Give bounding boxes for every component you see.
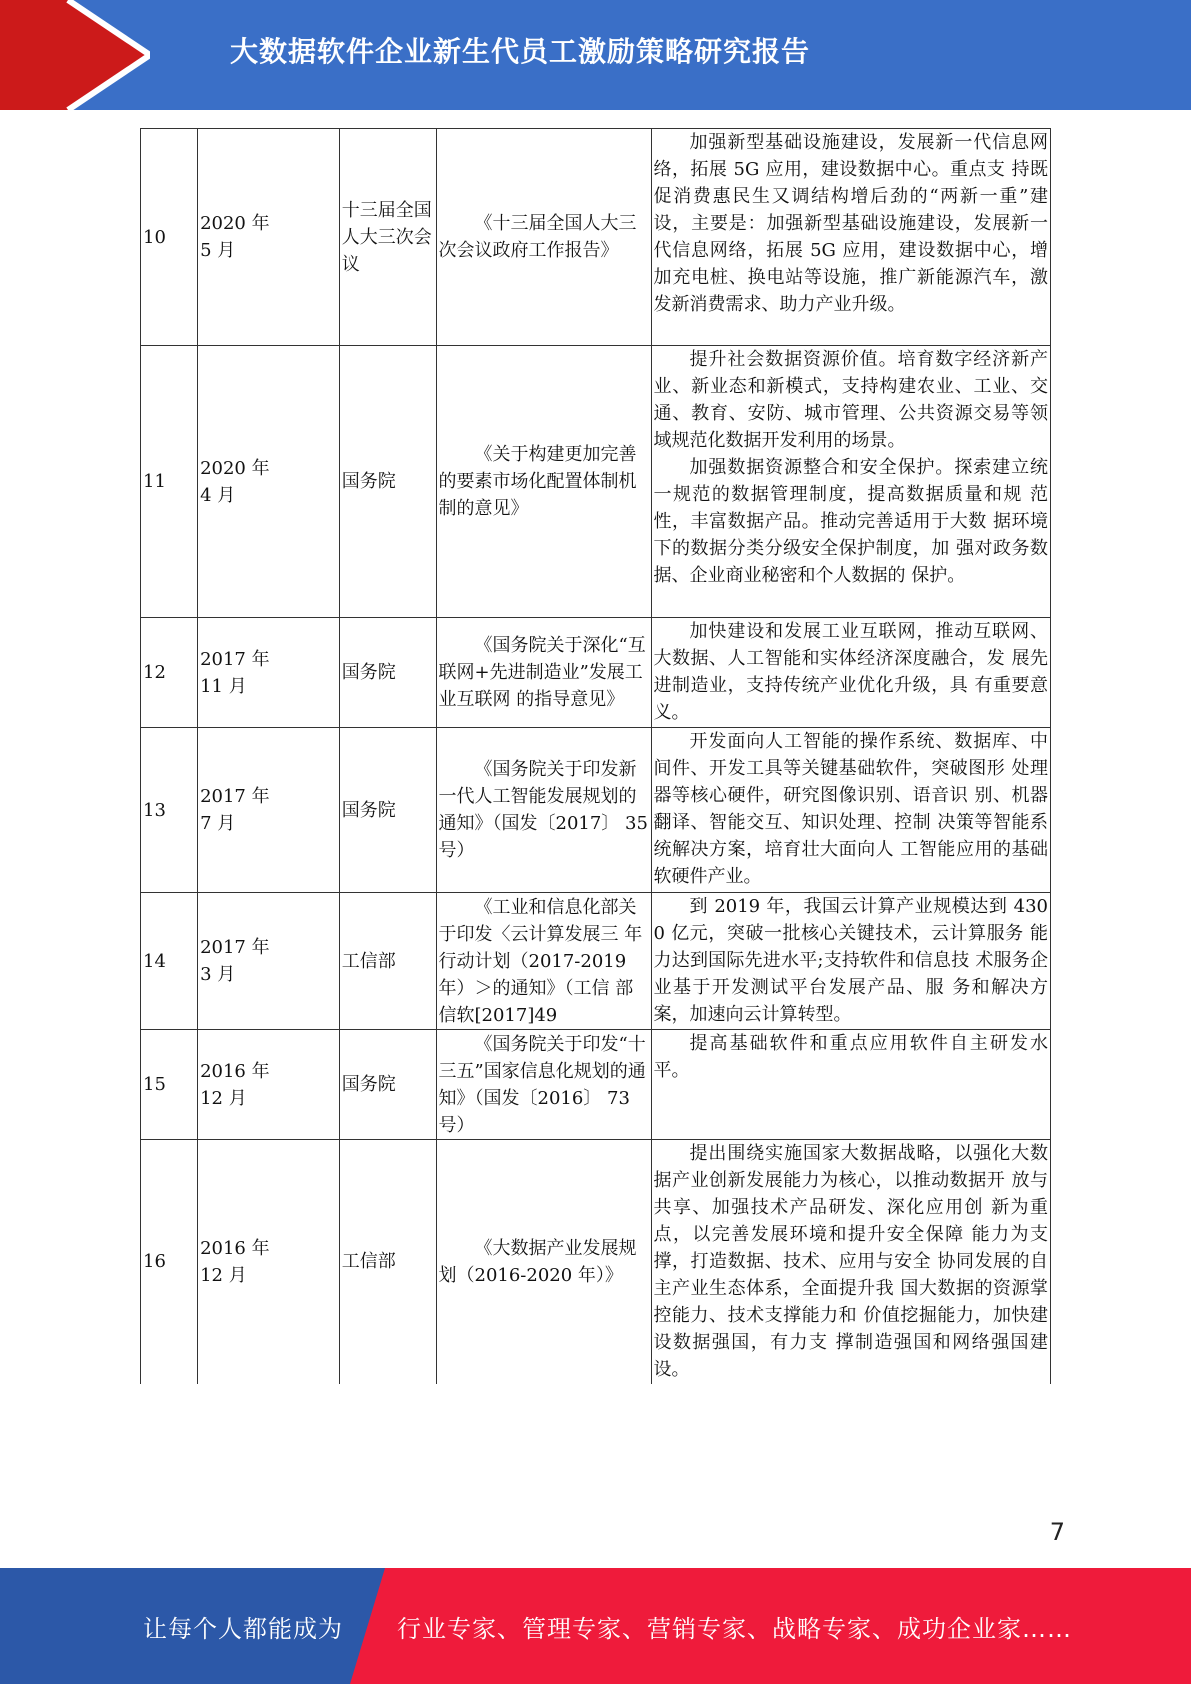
row-content — [651, 893, 1050, 1030]
row-number: 10 — [141, 129, 198, 346]
row-date: 2020 年 4 月 — [198, 346, 340, 618]
footer-slogan-left: 让每个人都能成为 — [143, 1614, 343, 1643]
row-document: 《国务院关于印发新 一代人工智能发展规划的通知》（国发〔2017〕 35 号） — [436, 728, 651, 893]
row-date: 2017 年 3 月 — [198, 893, 340, 1030]
policy-table — [140, 128, 1051, 1384]
row-document: 《工业和信息化部关 于印发〈云计算发展三 年行动计划（2017-2019 年）＞的通知》（工信 部信软[2017]49 — [436, 893, 651, 1030]
content-paragraph: 加强数据资源整合和安全保护。探索建立统 一规范的数据管理制度，提高数据质量和规 范性，丰富数据产品。推动完善适用于大数 据环境下的数据分类分级安全保护制度，加 强对政务数据、企业商业秘密和个人数据的 保护。 — [653, 457, 1048, 586]
row-number: 15 — [141, 1030, 198, 1140]
content-paragraph: 提升社会数据资源价值。培育数字经济新产 业、新业态和新模式，支持构建农业、工业、交通、教育、安防、城市管理、公共资源交易等领域规范化数据开发利用的场景。 — [653, 349, 1048, 451]
page-number: 7 — [1049, 1518, 1065, 1546]
content-paragraph: 加强新型基础设施建设，发展新一代信息网 络，拓展 5G 应用，建设数据中心。重点支 持既促消费惠民生又调结构增后劲的“两新一重”建设，主要是：加强新型基础设施建设，发展新一代信息网络，拓展 5G 应用，建设数据中心，增加充电桩、换电站等设施，推广新能源汽车，激发新消费需求、助力产业升级。 — [653, 132, 1048, 315]
table-row — [141, 1140, 1051, 1384]
table-row — [141, 1030, 1051, 1140]
row-content — [651, 728, 1050, 893]
page-footer — [0, 1568, 1191, 1684]
table-row — [141, 893, 1051, 1030]
row-issuer: 国务院 — [339, 1030, 436, 1140]
row-content — [651, 346, 1050, 618]
row-issuer: 国务院 — [339, 728, 436, 893]
table-row — [141, 728, 1051, 893]
row-date: 2020 年 5 月 — [198, 129, 340, 346]
row-issuer: 工信部 — [339, 893, 436, 1030]
row-issuer: 十三届全国人大三次会议 — [339, 129, 436, 346]
content-paragraph: 到 2019 年，我国云计算产业规模达到 4300 亿元，突破一批核心关键技术，云计算服务 能力达到国际先进水平;支持软件和信息技 术服务企业基于开发测试平台发展产品、服 务和解决方案，加速向云计算转型。 — [653, 896, 1048, 1025]
row-content — [651, 1030, 1050, 1140]
header-title: 大数据软件企业新生代员工激励策略研究报告 — [230, 35, 811, 68]
row-date: 2016 年 12 月 — [198, 1140, 340, 1384]
table-row — [141, 346, 1051, 618]
footer-slogan-right: 行业专家、管理专家、营销专家、战略专家、成功企业家…… — [397, 1614, 1072, 1643]
row-issuer: 国务院 — [339, 618, 436, 728]
content-paragraph: 加快建设和发展工业互联网，推动互联网、 大数据、人工智能和实体经济深度融合，发 展先进制造业，支持传统产业优化升级，具 有重要意义。 — [653, 621, 1048, 723]
row-number: 12 — [141, 618, 198, 728]
row-number: 13 — [141, 728, 198, 893]
row-content — [651, 1140, 1050, 1384]
row-issuer: 工信部 — [339, 1140, 436, 1384]
row-number: 11 — [141, 346, 198, 618]
row-number: 16 — [141, 1140, 198, 1384]
row-date: 2016 年 12 月 — [198, 1030, 340, 1140]
row-document: 《国务院关于印发“十三五”国家信息化规划的通知》（国发〔2016〕 73 号） — [436, 1030, 651, 1140]
header-arrow-icon — [0, 0, 150, 110]
row-document: 《大数据产业发展规 划（2016-2020 年）》 — [436, 1140, 651, 1384]
table-row — [141, 618, 1051, 728]
content-paragraph: 提出围绕实施国家大数据战略，以强化大数 据产业创新发展能力为核心，以推动数据开 放与共享、加强技术产品研发、深化应用创 新为重点，以完善发展环境和提升安全保障 能力为支撑，打造数据、技术、应用与安全 协同发展的自主产业生态体系，全面提升我 国大数据的资源掌控能力、技术支撑能力和 价值挖掘能力，加快建设数据强国，有力支 撑制造强国和网络强国建设。 — [653, 1143, 1048, 1380]
page-header — [0, 0, 1191, 110]
row-content — [651, 618, 1050, 728]
row-number: 14 — [141, 893, 198, 1030]
row-content — [651, 129, 1050, 346]
row-document: 《关于构建更加完善 的要素市场化配置体制机制的意见》 — [436, 346, 651, 618]
row-document: 《国务院关于深化“互联网+先进制造业”发展工业互联网 的指导意见》 — [436, 618, 651, 728]
content-paragraph: 提高基础软件和重点应用软件自主研发水 平。 — [653, 1033, 1048, 1081]
row-issuer: 国务院 — [339, 346, 436, 618]
row-date: 2017 年 11 月 — [198, 618, 340, 728]
content-paragraph: 开发面向人工智能的操作系统、数据库、中 间件、开发工具等关键基础软件，突破图形 处理器等核心硬件，研究图像识别、语音识 别、机器翻译、智能交互、知识处理、控制 决策等智能系统解决方案，培育壮大面向人 工智能应用的基础软硬件产业。 — [653, 731, 1048, 887]
row-document: 《十三届全国人大三 次会议政府工作报告》 — [436, 129, 651, 346]
row-date: 2017 年 7 月 — [198, 728, 340, 893]
table-row — [141, 129, 1051, 346]
